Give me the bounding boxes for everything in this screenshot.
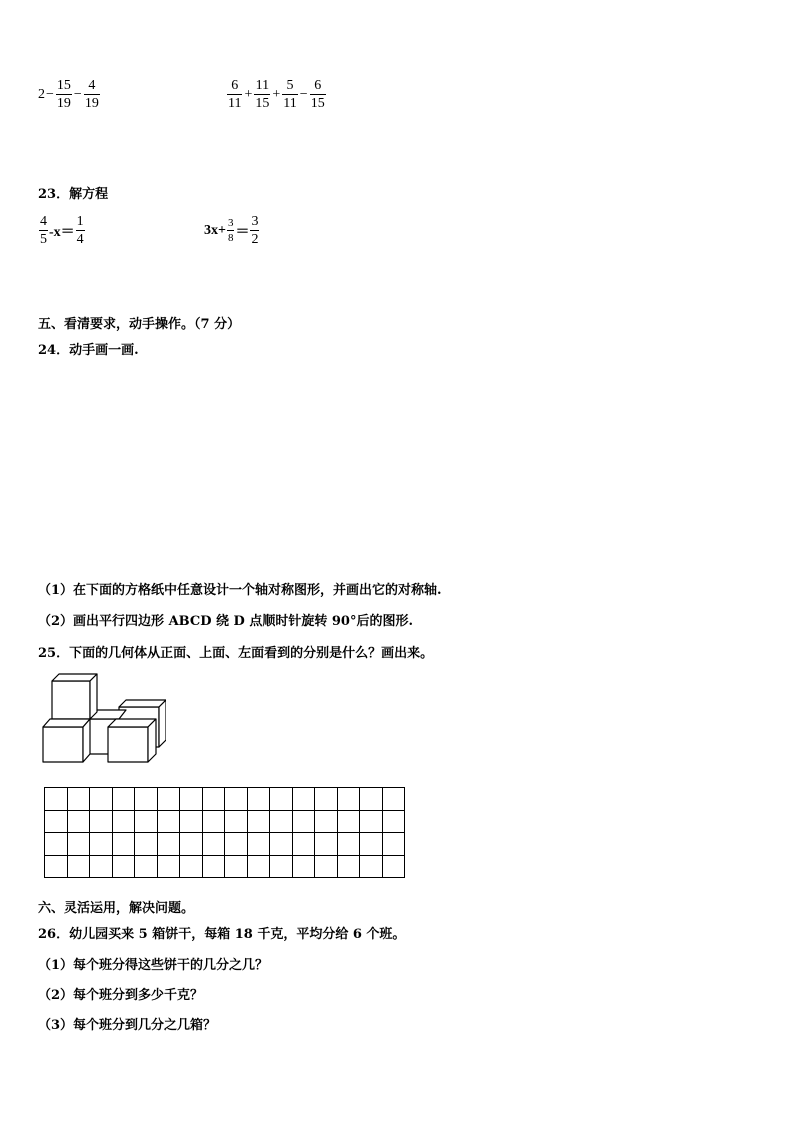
cube-top-side [90, 674, 97, 719]
grid-cell[interactable] [202, 810, 225, 833]
grid-cell[interactable] [112, 833, 135, 856]
grid-cell[interactable] [292, 788, 315, 811]
numerator: 4 [88, 78, 96, 93]
grid-cell[interactable] [67, 810, 90, 833]
grid-cell[interactable] [135, 855, 158, 878]
grid-cell[interactable] [112, 788, 135, 811]
grid-cell[interactable] [90, 855, 113, 878]
eq1-fraction-1 [39, 214, 48, 247]
grid-cell[interactable] [157, 810, 180, 833]
grid-cell[interactable] [135, 833, 158, 856]
denominator: 15 [255, 96, 270, 111]
q23-title: 23．解方程 [38, 187, 109, 202]
cube-top-front [52, 681, 90, 719]
grid-cell[interactable] [292, 810, 315, 833]
numerator: 15 [56, 78, 71, 93]
denominator: 19 [84, 96, 99, 111]
expr2-fraction-3 [282, 78, 297, 111]
expr2-op3: − [299, 86, 308, 102]
expr1-fraction-2 [84, 78, 100, 111]
grid-cell[interactable] [247, 855, 270, 878]
cube-right-side [148, 719, 156, 762]
grid-cell[interactable] [270, 810, 293, 833]
grid-cell[interactable] [337, 810, 360, 833]
grid-row [45, 788, 405, 811]
grid-cell[interactable] [90, 788, 113, 811]
grid-cell[interactable] [112, 810, 135, 833]
numerator: 5 [286, 78, 294, 93]
grid-cell[interactable] [292, 833, 315, 856]
grid-cell[interactable] [337, 788, 360, 811]
numerator: 6 [231, 78, 239, 93]
numerator: 6 [314, 78, 322, 93]
q26-part3: （3）每个班分到几分之几箱？ [38, 1018, 217, 1033]
grid-cell[interactable] [315, 855, 338, 878]
grid-cell[interactable] [202, 833, 225, 856]
grid-cell[interactable] [67, 833, 90, 856]
grid-cell[interactable] [382, 788, 405, 811]
cube-back-right-top [119, 700, 166, 707]
q26-title: 26．幼儿园买来 5 箱饼干，每箱 18 千克，平均分给 6 个班。 [38, 927, 406, 942]
numerator: 3 [251, 214, 259, 229]
grid-cell[interactable] [225, 855, 248, 878]
cube-right-front [108, 727, 148, 762]
q24-title: 24．动手画一画. [38, 343, 139, 358]
grid-cell[interactable] [337, 833, 360, 856]
grid-cell[interactable] [382, 855, 405, 878]
grid-cell[interactable] [360, 855, 383, 878]
eq2-fraction-1 [227, 217, 235, 244]
denominator: 2 [251, 232, 259, 247]
grid-cell[interactable] [382, 810, 405, 833]
grid-cell[interactable] [315, 788, 338, 811]
grid-cell[interactable] [337, 855, 360, 878]
denominator: 8 [227, 232, 234, 244]
numerator: 3 [227, 217, 234, 229]
numerator: 11 [255, 78, 270, 93]
grid-cell[interactable] [180, 833, 203, 856]
numerator: 1 [76, 214, 84, 229]
grid-cell[interactable] [45, 810, 68, 833]
expr2-fraction-4 [310, 78, 326, 111]
denominator: 5 [40, 232, 47, 247]
cube-left-front [43, 727, 83, 762]
grid-cell[interactable] [225, 788, 248, 811]
q26-part1: （1）每个班分得这些饼干的几分之几？ [38, 958, 269, 973]
grid-cell[interactable] [180, 810, 203, 833]
grid-cell[interactable] [225, 810, 248, 833]
denominator: 4 [76, 232, 84, 247]
grid-cell[interactable] [247, 788, 270, 811]
expr1-lead: 2 [38, 86, 45, 102]
denominator: 11 [283, 96, 297, 111]
grid-cell[interactable] [247, 833, 270, 856]
grid-cell[interactable] [225, 833, 248, 856]
grid-cell[interactable] [270, 788, 293, 811]
eq2-fraction-2 [250, 214, 259, 247]
numerator: 4 [40, 214, 47, 229]
expression-2 [226, 78, 327, 111]
expr2-op1: + [244, 86, 253, 102]
grid-cell[interactable] [157, 855, 180, 878]
grid-row [45, 855, 405, 878]
grid-cell[interactable] [112, 855, 135, 878]
grid-cell[interactable] [45, 833, 68, 856]
expr1-fraction-1 [56, 78, 72, 111]
eq1-middle: -x＝ [49, 224, 75, 240]
equation-1 [38, 214, 86, 247]
grid-cell[interactable] [315, 833, 338, 856]
grid-cell[interactable] [202, 855, 225, 878]
grid-cell[interactable] [180, 788, 203, 811]
denominator: 15 [310, 96, 325, 111]
grid-cell[interactable] [135, 788, 158, 811]
cube-left-side [83, 719, 90, 762]
grid-cell[interactable] [45, 855, 68, 878]
grid-cell[interactable] [157, 833, 180, 856]
grid-cell[interactable] [45, 788, 68, 811]
expr1-op2: − [73, 86, 82, 102]
grid-cell[interactable] [67, 855, 90, 878]
grid-cell[interactable] [135, 810, 158, 833]
grid-row [45, 833, 405, 856]
expression-1 [38, 78, 101, 111]
grid-cell[interactable] [360, 810, 383, 833]
denominator: 19 [56, 96, 71, 111]
grid-cell[interactable] [360, 833, 383, 856]
grid-cell[interactable] [90, 833, 113, 856]
section6-title: 六、灵活运用，解决问题。 [38, 901, 195, 916]
eq2-lead: 3x+ [204, 222, 226, 238]
section5-title: 五、看清要求，动手操作。（7 分） [38, 317, 241, 332]
equation-2 [204, 214, 260, 247]
q25-title: 25．下面的几何体从正面、上面、左面看到的分别是什么？画出来。 [38, 646, 434, 661]
cube-solid-figure [38, 672, 166, 766]
expr1-op1: − [46, 86, 54, 102]
drawing-grid[interactable] [44, 787, 405, 878]
grid-cell[interactable] [315, 810, 338, 833]
grid-cell[interactable] [292, 855, 315, 878]
expr2-op2: + [272, 86, 281, 102]
grid-cell[interactable] [67, 788, 90, 811]
q26-part2: （2）每个班分到多少千克？ [38, 988, 204, 1003]
grid-table[interactable] [44, 787, 405, 878]
grid-cell[interactable] [360, 788, 383, 811]
grid-row [45, 810, 405, 833]
expr2-fraction-2 [254, 78, 270, 111]
grid-cell[interactable] [180, 855, 203, 878]
denominator: 11 [228, 96, 242, 111]
grid-cell[interactable] [202, 788, 225, 811]
grid-cell[interactable] [382, 833, 405, 856]
cube-left-top [43, 719, 90, 727]
q24-part1: （1）在下面的方格纸中任意设计一个轴对称图形，并画出它的对称轴. [38, 583, 442, 598]
eq2-middle: ＝ [235, 224, 250, 240]
cube-back-right-side [159, 700, 166, 747]
q24-part2: （2）画出平行四边形 ABCD 绕 D 点顺时针旋转 90°后的图形. [38, 614, 414, 629]
grid-cell[interactable] [157, 788, 180, 811]
eq1-fraction-2 [76, 214, 85, 247]
grid-cell[interactable] [90, 810, 113, 833]
grid-cell[interactable] [270, 833, 293, 856]
grid-cell[interactable] [247, 810, 270, 833]
grid-cell[interactable] [270, 855, 293, 878]
expr2-fraction-1 [227, 78, 242, 111]
